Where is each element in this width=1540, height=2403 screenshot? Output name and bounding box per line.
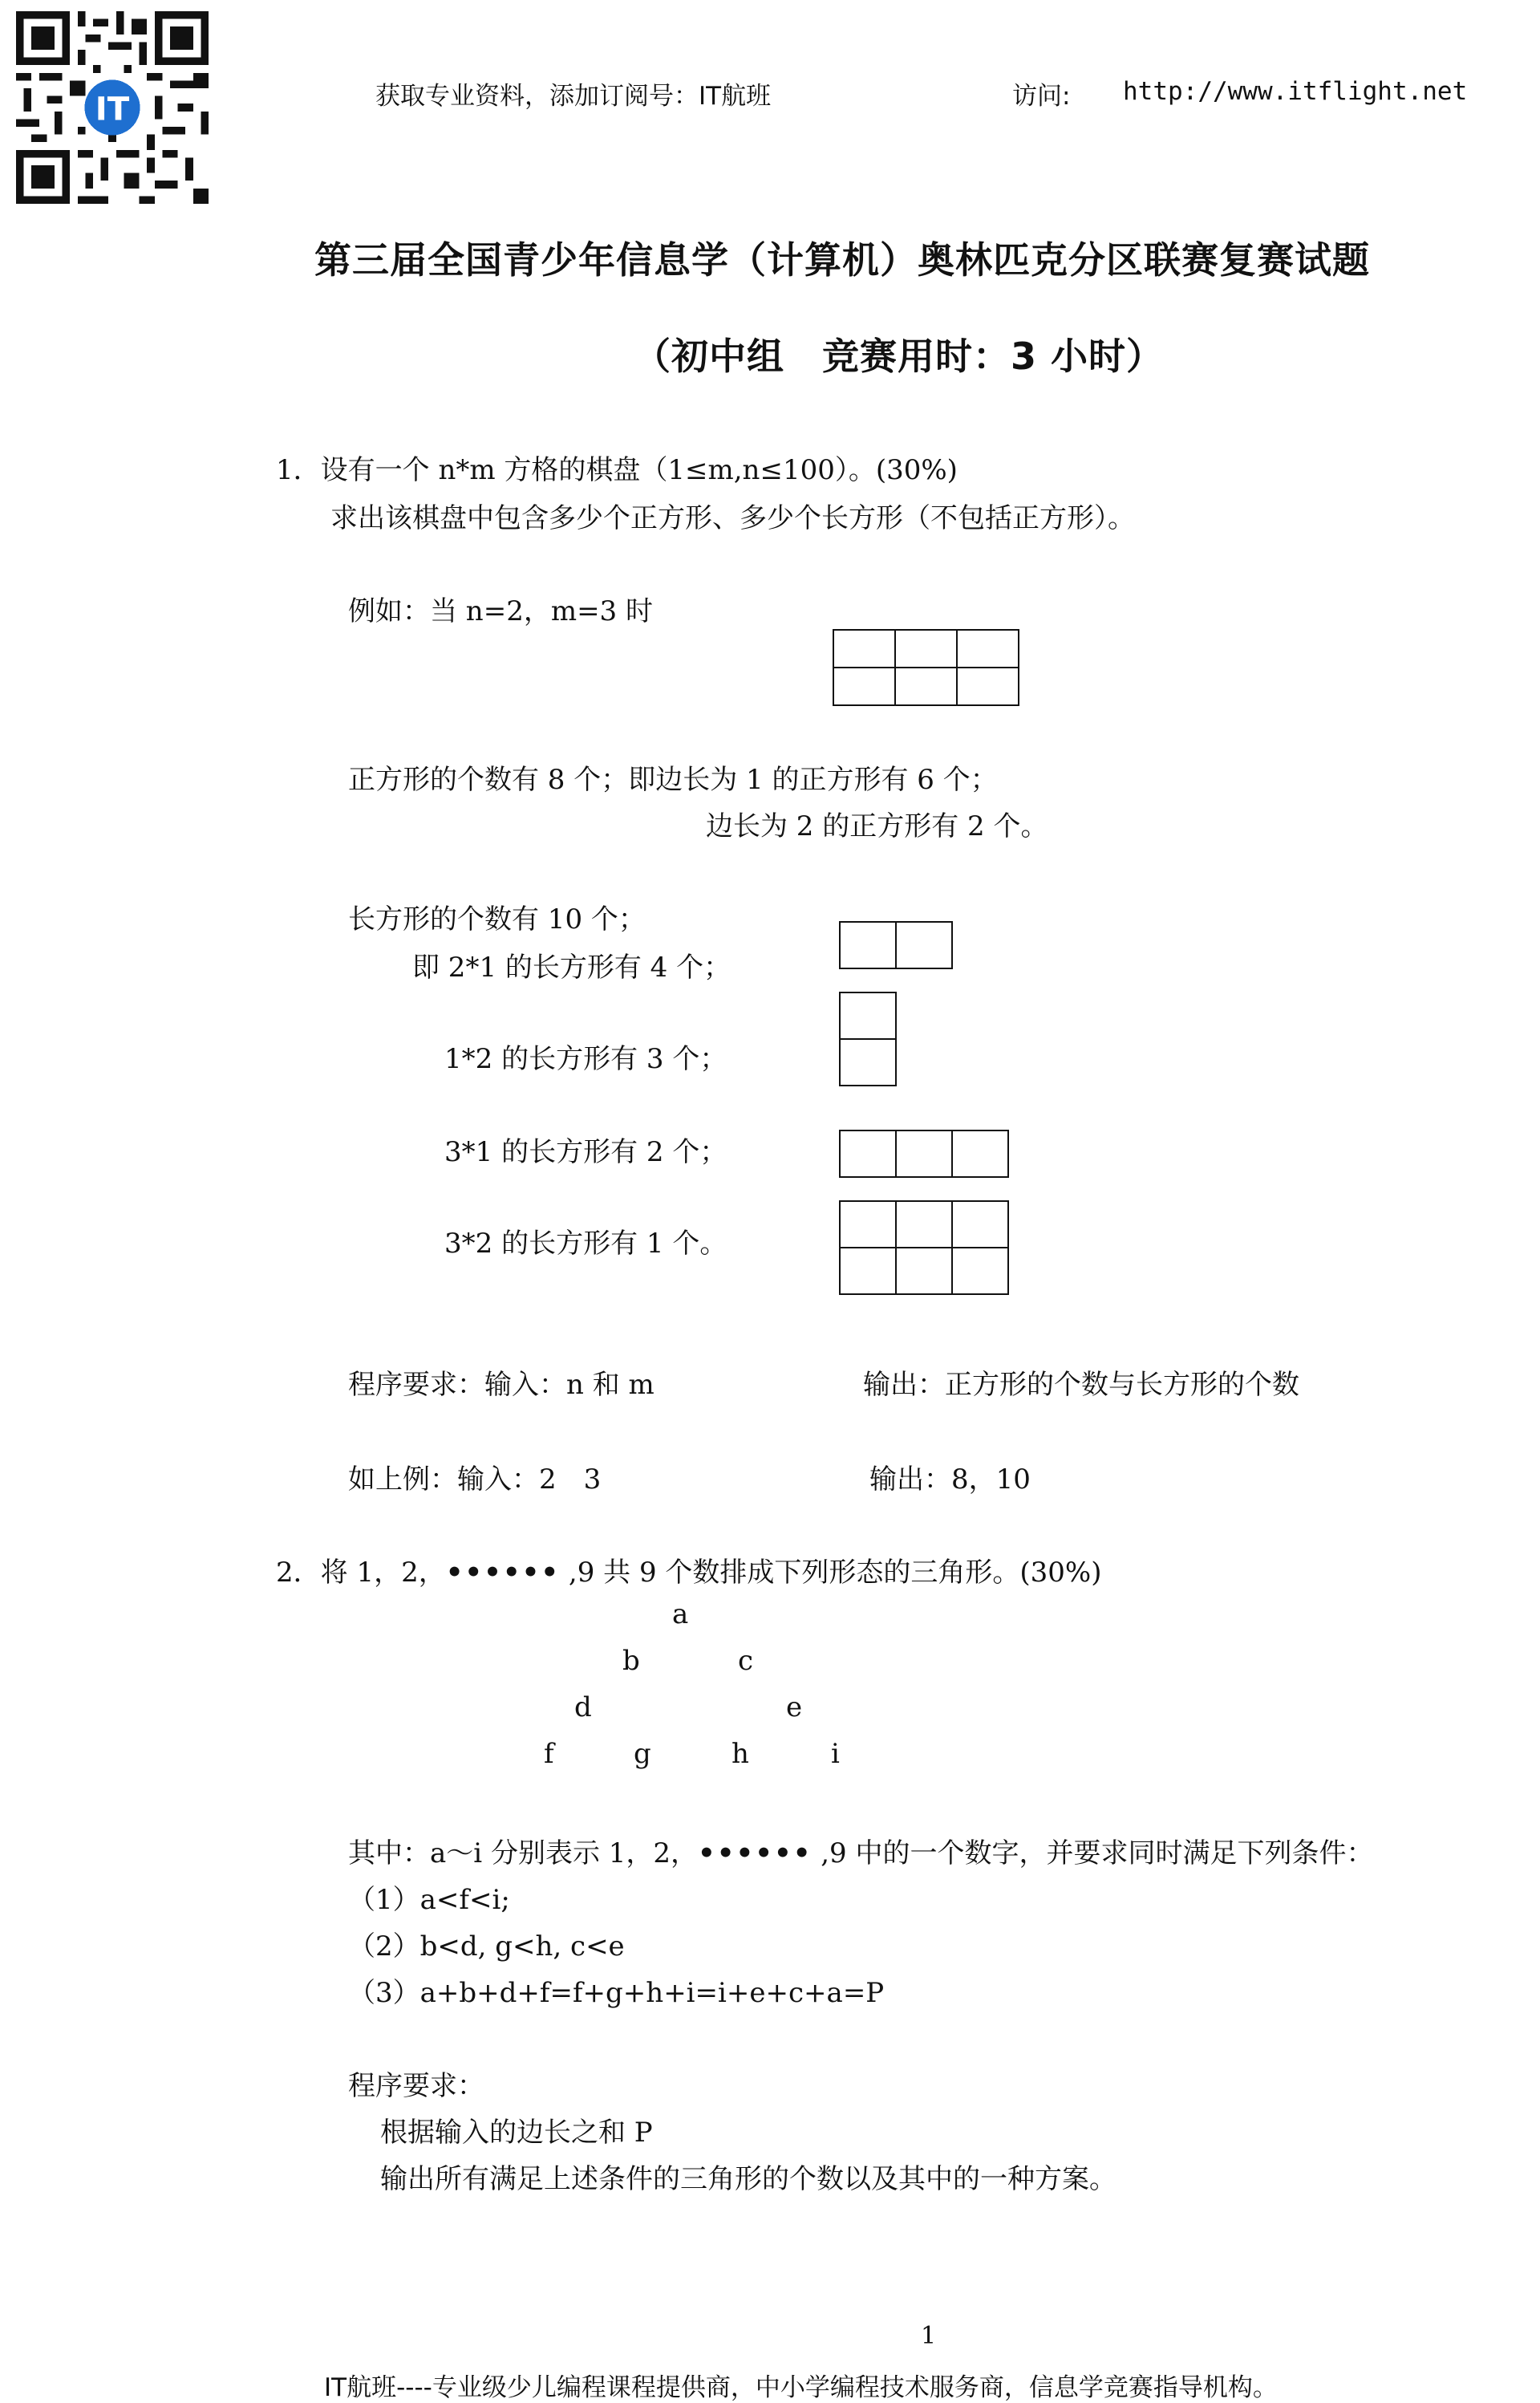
q1-ex-input: 如上例：输入：2 3: [348, 1463, 602, 1496]
q2-req-title: 程序要求：: [348, 2070, 484, 2102]
q1-rect-3x1: 3*1 的长方形有 2 个；: [444, 1136, 727, 1168]
triangle-b: b: [622, 1645, 640, 1677]
q2-where-a: 其中：a～i 分别表示 1，2，: [348, 1837, 699, 1869]
q2-intro-dots: ••••••: [445, 1557, 561, 1589]
rect-3x1-figure: [839, 1130, 1009, 1178]
triangle-d: d: [574, 1691, 592, 1723]
q2-where-dots: ••••••: [698, 1837, 813, 1869]
q1-squares-line2: 边长为 2 的正方形有 2 个。: [706, 810, 1048, 842]
triangle-g: g: [634, 1738, 651, 1770]
q1-rects-total: 长方形的个数有 10 个；: [348, 903, 646, 936]
q2-req-1: 根据输入的边长之和 P: [380, 2117, 653, 2149]
exam-title: 第三届全国青少年信息学（计算机）奥林匹克分区联赛复赛试题: [314, 238, 1370, 282]
q1-rect-1x2: 1*2 的长方形有 3 个；: [444, 1043, 727, 1075]
qr-logo-text: IT: [95, 90, 130, 128]
q1-req-output: 输出：正方形的个数与长方形的个数: [863, 1369, 1299, 1401]
q1-statement: 1．设有一个 n*m 方格的棋盘（1≤m,n≤100）。(30%): [276, 454, 958, 486]
triangle-i: i: [831, 1738, 840, 1770]
page-number: 1: [921, 2322, 937, 2350]
q1-ex-output: 输出：8，10: [869, 1463, 1031, 1496]
header-visit-label: 访问:: [1012, 82, 1071, 111]
exam-subtitle: （初中组 竞赛用时：3 小时）: [634, 335, 1165, 378]
q2-intro-a: 2．将 1，2，: [276, 1557, 446, 1589]
triangle-f: f: [544, 1738, 554, 1770]
header-url[interactable]: http://www.itflight.net: [1123, 77, 1468, 106]
triangle-h: h: [732, 1738, 749, 1770]
rect-2x1-figure: [839, 921, 953, 969]
q1-rect-2x1: 即 2*1 的长方形有 4 个；: [412, 952, 732, 984]
q2-where-b: ,9 中的一个数字，并要求同时满足下列条件：: [812, 1837, 1374, 1869]
rect-3x2-figure: [839, 1200, 1009, 1295]
q2-condition-1: （1）a<f<i;: [348, 1884, 510, 1916]
q2-condition-3: （3）a+b+d+f=f+g+h+i=i+e+c+a=P: [348, 1977, 885, 2009]
q1-req-input: 程序要求：输入：n 和 m: [348, 1369, 654, 1401]
header-promo: 获取专业资料，添加订阅号：IT航班: [375, 82, 772, 111]
board-2x3-figure: [833, 629, 1019, 706]
q2-condition-2: （2）b<d, g<h, c<e: [348, 1930, 625, 1963]
triangle-e: e: [786, 1691, 803, 1723]
triangle-a: a: [672, 1598, 689, 1630]
qr-code-image: [16, 11, 209, 204]
q2-intro-b: ,9 共 9 个数排成下列形态的三角形。(30%): [560, 1557, 1102, 1589]
triangle-c: c: [738, 1645, 754, 1677]
q1-example: 例如：当 n=2，m=3 时: [348, 595, 653, 627]
q2-statement: [276, 1550, 1102, 1589]
footer-tagline: IT航班----专业级少儿编程课程提供商，中小学编程技术服务商，信息学竞赛指导机构。: [324, 2373, 1278, 2402]
q1-rect-3x2: 3*2 的长方形有 1 个。: [444, 1228, 727, 1260]
rect-1x2-figure: [839, 992, 897, 1086]
q1-squares-line1: 正方形的个数有 8 个；即边长为 1 的正方形有 6 个；: [348, 764, 998, 796]
q2-where: [348, 1831, 1373, 1870]
q1-task: 求出该棋盘中包含多少个正方形、多少个长方形（不包括正方形）。: [330, 502, 1135, 534]
q2-req-2: 输出所有满足上述条件的三角形的个数以及其中的一种方案。: [380, 2163, 1116, 2195]
